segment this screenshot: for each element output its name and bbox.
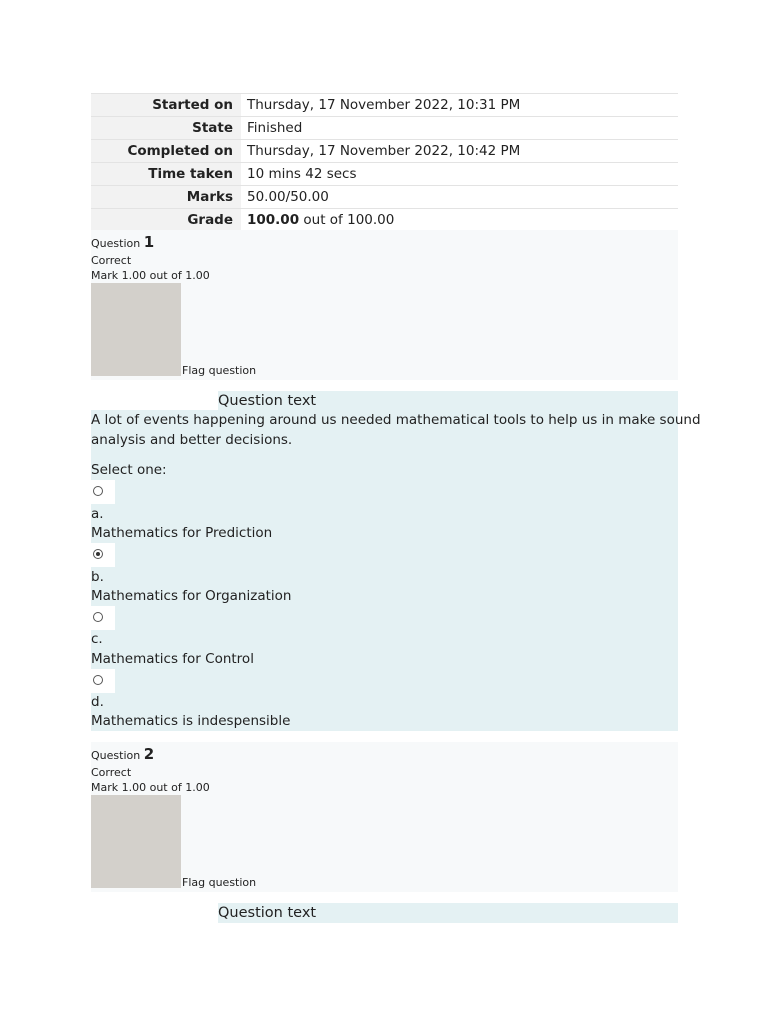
- question-1-text-heading: Question text: [218, 391, 678, 411]
- option-b-letter: b.: [91, 569, 104, 585]
- question-text-line: analysis and better decisions.: [91, 432, 293, 448]
- option-a-letter: a.: [91, 506, 104, 522]
- option-a-radio[interactable]: [91, 480, 115, 504]
- flag-icon[interactable]: [91, 283, 181, 376]
- question-2-text-heading: Question text: [218, 903, 678, 923]
- question-number-value: 1: [143, 233, 155, 251]
- attempt-summary-table: [91, 93, 678, 232]
- grade-out-of: out of 100.00: [299, 212, 395, 228]
- select-one-prompt: Select one:: [91, 462, 167, 478]
- summary-row-time-taken: [91, 163, 678, 186]
- option-b-radio[interactable]: [91, 543, 115, 567]
- summary-label: Grade: [91, 209, 241, 232]
- summary-row-completed: [91, 140, 678, 163]
- summary-label: Started on: [91, 94, 241, 117]
- summary-value: 50.00/50.00: [241, 186, 678, 209]
- question-number-value: 2: [143, 745, 155, 763]
- question-state: Correct: [91, 254, 132, 267]
- question-number: Question 1: [91, 233, 155, 251]
- question-1-body: [91, 410, 701, 731]
- option-d-label[interactable]: Mathematics is indespensible: [91, 713, 291, 729]
- summary-row-grade: [91, 209, 678, 232]
- summary-row-state: [91, 117, 678, 140]
- summary-label: Time taken: [91, 163, 241, 186]
- flag-question-link[interactable]: Flag question: [182, 876, 257, 889]
- question-text-line: A lot of events happening around us needed mathematical tools to help us in make sound: [91, 412, 701, 428]
- question-2-info: [91, 742, 678, 892]
- summary-row-marks: [91, 186, 678, 209]
- summary-value: 10 mins 42 secs: [241, 163, 678, 186]
- question-number: Question 2: [91, 745, 155, 763]
- option-d-radio[interactable]: [91, 669, 115, 693]
- option-c-letter: c.: [91, 631, 103, 647]
- question-1-info: [91, 230, 678, 380]
- option-d-letter: d.: [91, 694, 104, 710]
- option-b-label[interactable]: Mathematics for Organization: [91, 588, 292, 604]
- summary-label: State: [91, 117, 241, 140]
- question-state: Correct: [91, 766, 132, 779]
- flag-icon[interactable]: [91, 795, 181, 888]
- summary-value: Thursday, 17 November 2022, 10:42 PM: [241, 140, 678, 163]
- summary-label: Marks: [91, 186, 241, 209]
- summary-value: Finished: [241, 117, 678, 140]
- grade-score: 100.00: [247, 212, 300, 228]
- summary-value: Thursday, 17 November 2022, 10:31 PM: [241, 94, 678, 117]
- option-a-label[interactable]: Mathematics for Prediction: [91, 525, 273, 541]
- summary-row-started: [91, 94, 678, 117]
- flag-question-link[interactable]: Flag question: [182, 364, 257, 377]
- option-c-label[interactable]: Mathematics for Control: [91, 651, 254, 667]
- question-grade: Mark 1.00 out of 1.00: [91, 781, 210, 794]
- summary-label: Completed on: [91, 140, 241, 163]
- question-grade: Mark 1.00 out of 1.00: [91, 269, 210, 282]
- summary-value: [241, 209, 678, 232]
- option-c-radio[interactable]: [91, 606, 115, 630]
